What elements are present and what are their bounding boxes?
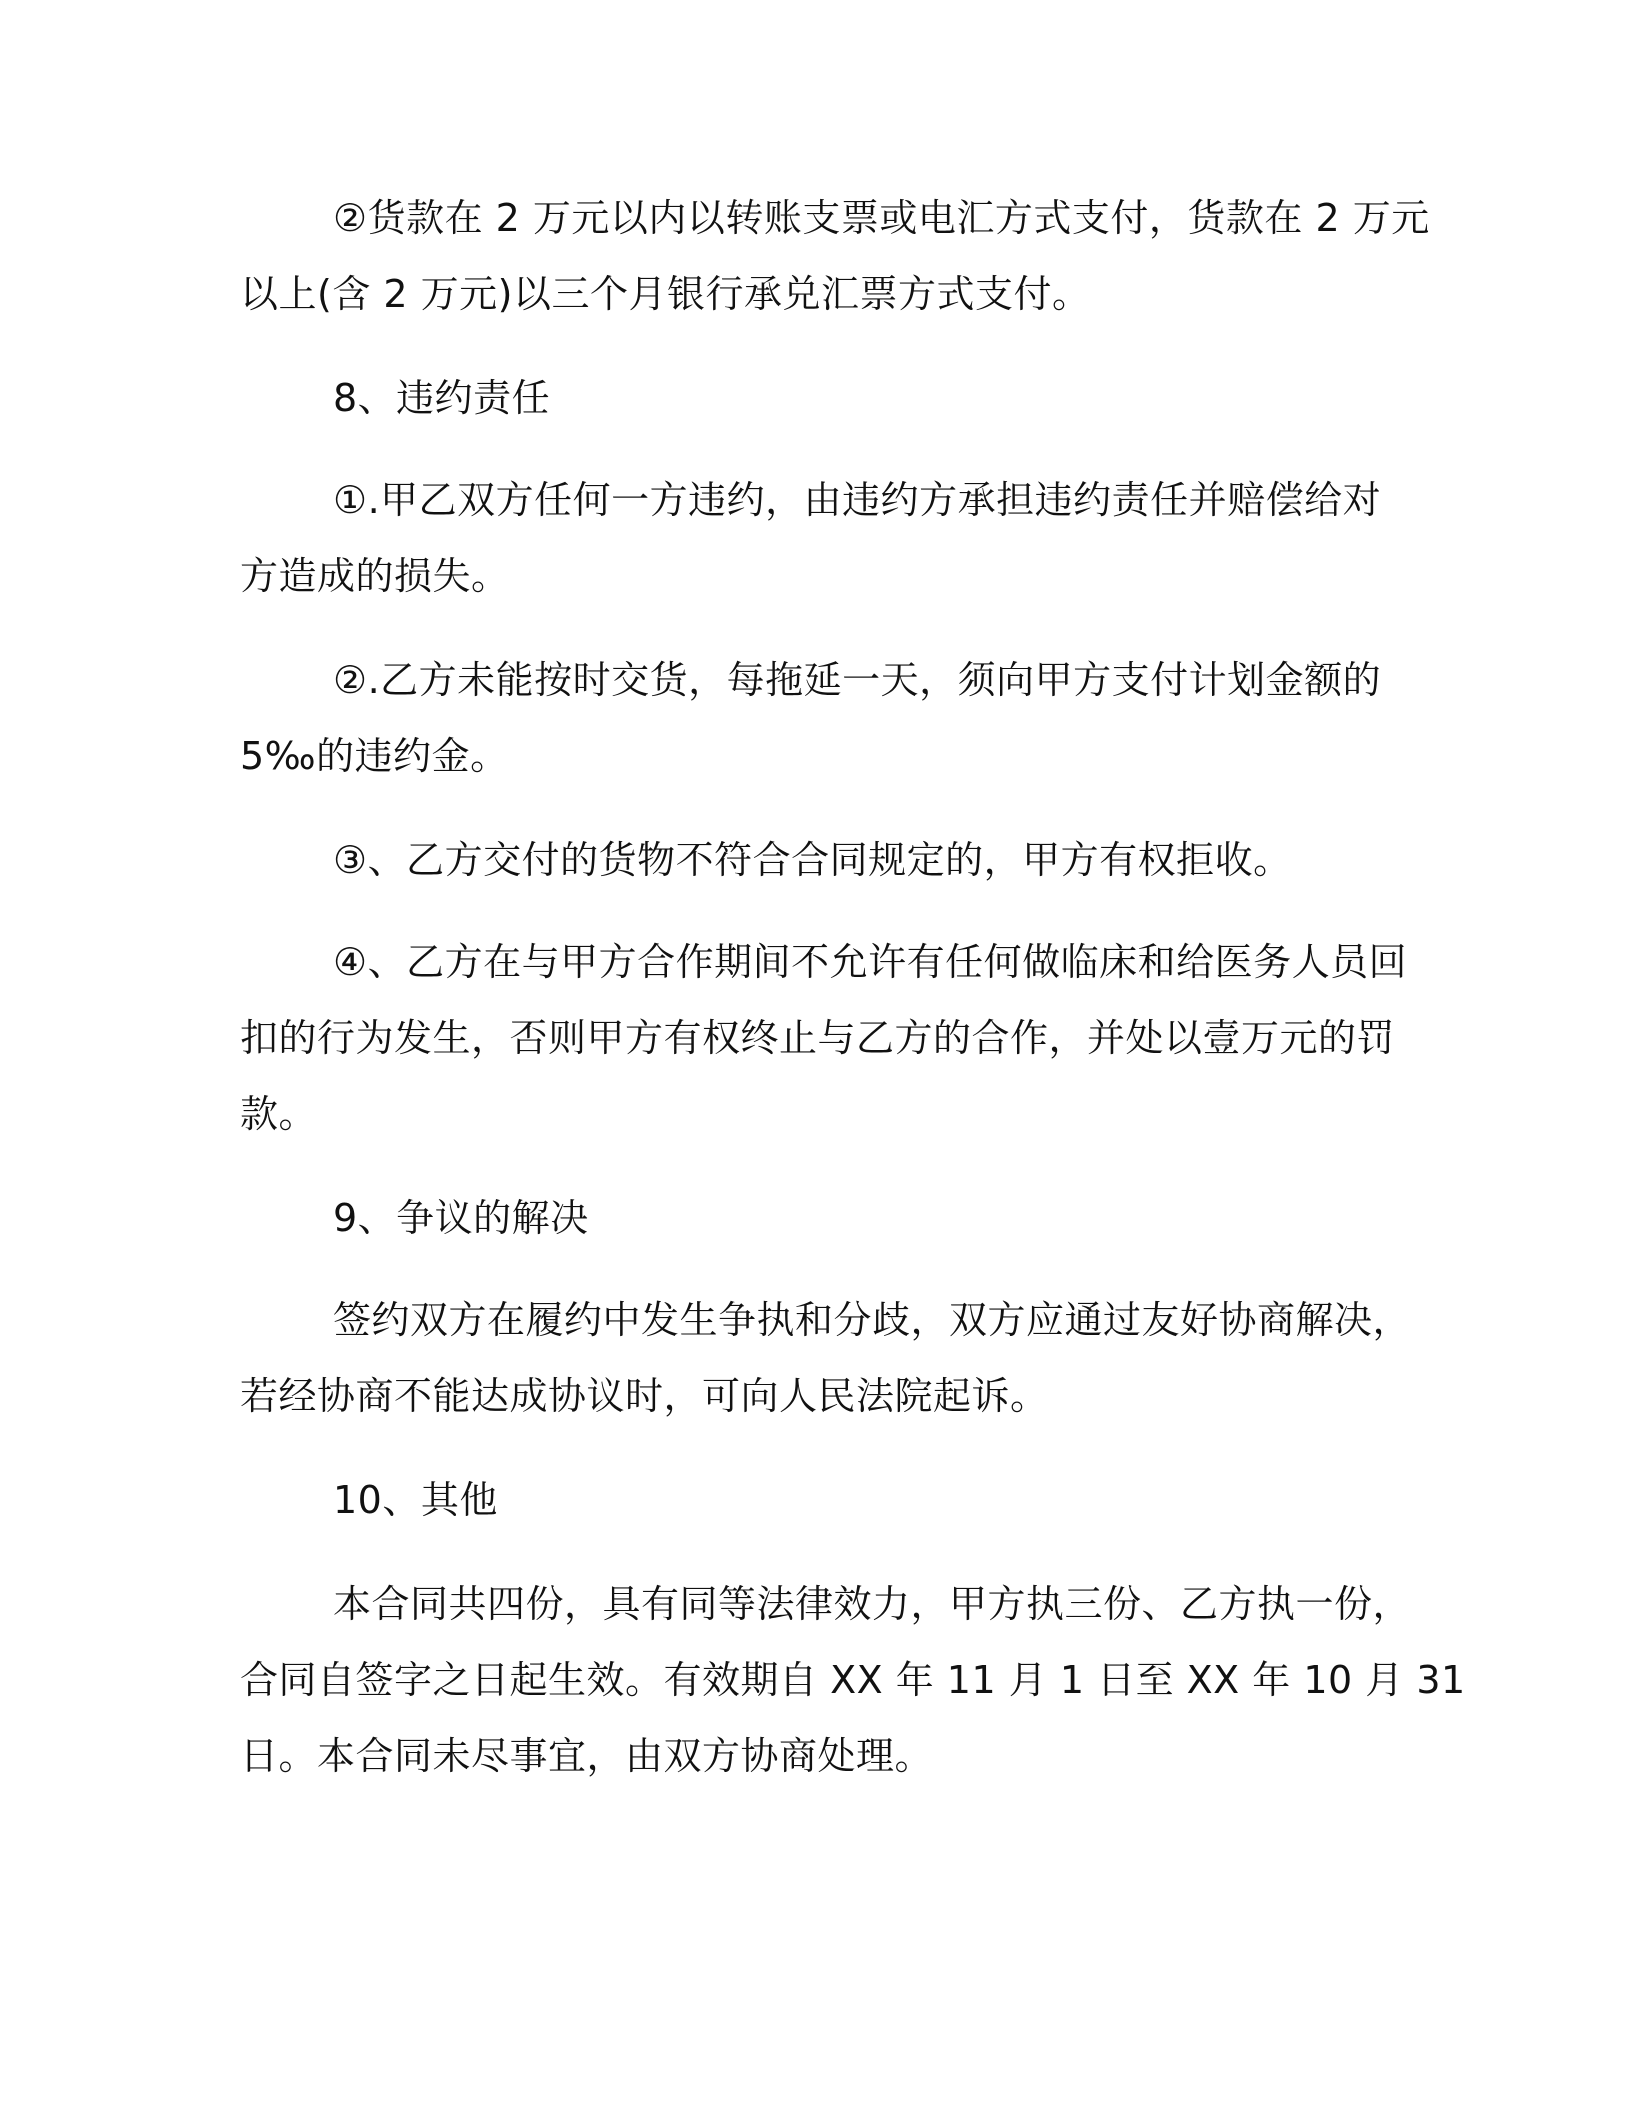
other-terms-line-1: 本合同共四份，具有同等法律效力，甲方执三份、乙方执一份，	[333, 1582, 1412, 1626]
dispute-resolution-line-1: 签约双方在履约中发生争执和分歧，双方应通过友好协商解决，	[333, 1298, 1412, 1342]
payment-terms-2-line-1: ②货款在 2 万元以内以转账支票或电汇方式支付，货款在 2 万元	[333, 196, 1430, 240]
liability-2-line-2: 5‰的违约金。	[240, 734, 509, 778]
liability-4-line-3: 款。	[240, 1092, 318, 1136]
section-8-heading: 8、违约责任	[333, 376, 551, 420]
dispute-resolution-line-2: 若经协商不能达成协议时，可向人民法院起诉。	[240, 1374, 1049, 1418]
other-terms-line-3: 日。本合同未尽事宜，由双方协商处理。	[240, 1734, 934, 1778]
section-9-heading: 9、争议的解决	[333, 1196, 589, 1240]
liability-2-line-1: ②.乙方未能按时交货，每拖延一天，须向甲方支付计划金额的	[333, 658, 1382, 702]
payment-terms-2-line-2: 以上(含 2 万元)以三个月银行承兑汇票方式支付。	[240, 272, 1091, 316]
section-10-heading: 10、其他	[333, 1478, 498, 1522]
liability-1-line-2: 方造成的损失。	[240, 554, 510, 598]
liability-4-line-1: ④、乙方在与甲方合作期间不允许有任何做临床和给医务人员回	[333, 940, 1408, 984]
liability-4-line-2: 扣的行为发生，否则甲方有权终止与乙方的合作，并处以壹万元的罚	[240, 1016, 1396, 1060]
other-terms-line-2: 合同自签字之日起生效。有效期自 XX 年 11 月 1 日至 XX 年 10 月 31	[240, 1658, 1466, 1702]
liability-1-line-1: ①.甲乙双方任何一方违约，由违约方承担违约责任并赔偿给对	[333, 478, 1382, 522]
liability-3: ③、乙方交付的货物不符合合同规定的，甲方有权拒收。	[333, 838, 1292, 882]
